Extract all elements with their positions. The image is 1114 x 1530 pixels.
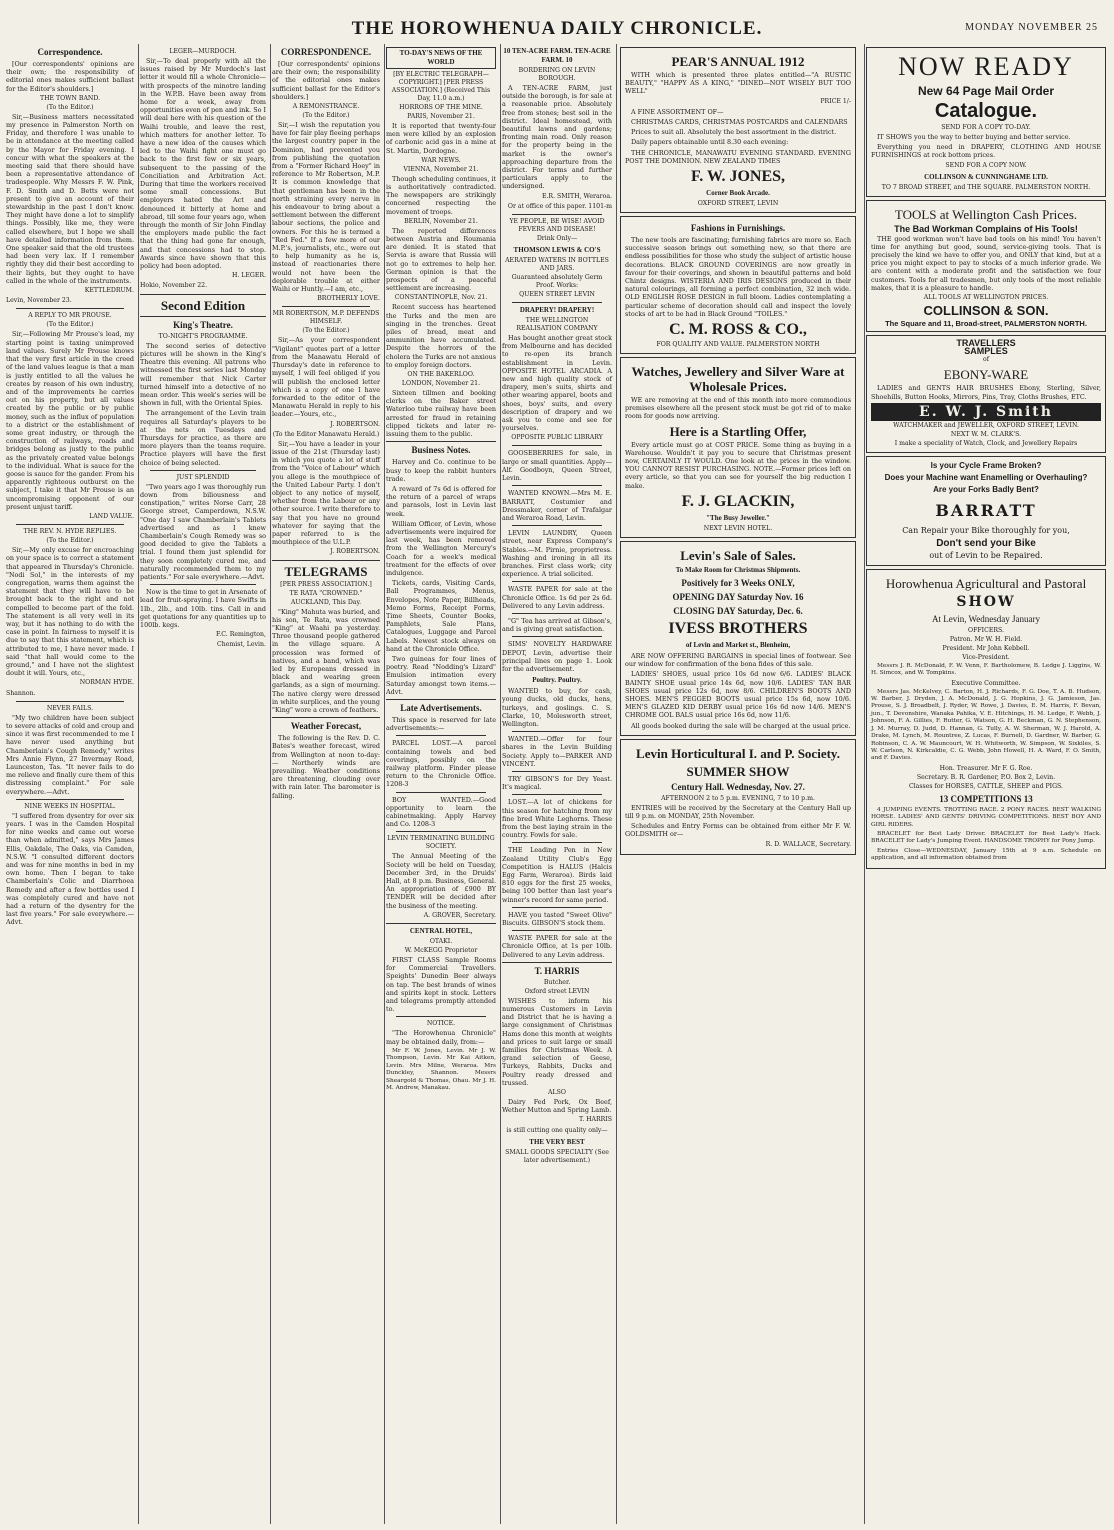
ad-text: "Two years ago I was thoroughly run down from biliousness and constipation," writes Norse Carr, 28 George street, Camperdown, N.S.W. "One day I saw Chamberlain's Tablets advertised and as I knew Chamberlain's Cough Remedy was so good decided to give the Tablets a trial. I found them just splendid for they soon completely cured me, and naturally recommended them to my patients." For sale everywhere.—Advt. (140, 482, 266, 581)
classified-ad: WANTED to buy, for cash, young ducks, old ducks, hens, turkeys, and goslings. C. S. Clarke, 10, Molesworth street, Wellington. (502, 687, 612, 728)
letter-body: Sir,—I wish the reputation you have for fair play fleeing perhaps the largest country paper in the Dominion, had prevented you from publishing the quotation from a "Former Richard Hoey" in reference to Mr Robertson, M.P. It is common knowledge that that gentleman has been in the north straining every nerve in his endeavour to bring about a settlement between the different labour sections, the police and owners. For this he is termed a "Red Fed." If a few more of our M.P.'s, journalists, etc., were out to help humanity as he is, instead of reactionaries there would not have been the deplorable trouble at either Waihi or Huntly.—I am, etc., (272, 121, 380, 294)
farm-text: A TEN-ACRE FARM, just outside the borough, is for sale at a reasonable price. Absolutely free from stones; best soil in the district. Ideal homestead, with beautiful lawns and gardens; fronting main road. Only reason for the property being in the market is the owner's approaching departure from the district. For terms and further particulars apply to the undersigned. (502, 84, 612, 191)
tools-heading: TOOLS at Wellington Cash Prices. (894, 206, 1078, 222)
cycle-question: Is your Cycle Frame Broken? (930, 460, 1042, 470)
letter-body: Sir,—My only excuse for encroaching on your space is to correct a statement that appeared in Thursday's Chronicle. "Nodi Sol," in the interests of my congregation, warns them against the statement that they will have to be brought back to the right and not compelled to become part of the fold. The statement is all very well in its way, but it has nothing to do with the case in point. In fairness to myself it is due to say that this statement, which is attributed to me, I have never made. I said "that hall would come to the ground," and I have not the slightest doubt it will. Yours, etc., (6, 546, 134, 678)
glackin-heading: F. J. GLACKIN, (681, 492, 795, 510)
letter-subtitle: (To the Editor.) (302, 327, 350, 335)
column-4 (386, 44, 501, 1524)
harris-heading: T. HARRIS (534, 965, 580, 976)
jones-heading: F. W. JONES, (690, 168, 786, 186)
correspondence-heading: Correspondence. (37, 47, 103, 57)
drapery-heading: DRAPERY! DRAPERY! (519, 306, 595, 315)
travellers-heading: TRAVELLERS (956, 338, 1016, 349)
world-news-heading: TO-DAY'S NEWS OF THE WORLD (386, 47, 496, 69)
horticultural-text: Schedules and Entry Forms can be obtained from either Mr F. W. GOLDSMITH or— (625, 822, 851, 839)
pears-text: A FINE ASSORTMENT OF— (631, 107, 724, 116)
classified-ad: WASTE PAPER for sale at the Chronicle Office. 1s 6d per 2s 6d. Delivered to any Levin address. (502, 585, 612, 610)
harris-subheading: Butcher. (543, 978, 571, 986)
collinson-son-address: The Square and 11, Broad-street, PALMERSTON NORTH. (885, 319, 1087, 329)
sale-subheading: To Make Room for Christmas Shipments. (675, 565, 801, 574)
show-heading: Horowhenua Agricultural and Pastoral (885, 575, 1087, 591)
competitions: 13 COMPETITIONS 13 (939, 793, 1033, 804)
classified-ad: THE Leading Pen in New Zealand Utility Club's Egg Competition is HALUS (Halcis Egg Farm, Weraroa). Birds laid 810 eggs for the first 25 weeks, being 100 better than last year's winner's record for same period. (502, 846, 612, 904)
late-ads-heading: Late Advertisements. (400, 702, 482, 713)
correspondence-intro: [Our correspondents' opinions are their own; the responsibility of editorial ones makes sufficient ballast for the Editor's shoulders.] (6, 60, 134, 93)
business-note: William Officer, of Levin, whose advertisements were inquired for last week, has been removed from the Wellington Mercury's Coach for a week's medical treatment for the effects of over indulgence. (386, 519, 496, 577)
ad-text: "My two children have been subject to severe attacks of cold and croup and since it was first recommended to me I have never used anything but Chamberlain's Cough Remedy," writes Mrs Annie Flynn, 27 Invermay Road, Launceston, Tas. "It never fails to do me relieve and finally cure them of this distressing complaint." For sale everywhere.—Advt. (6, 713, 134, 796)
fever-ad: YE PEOPLE, BE WISE! AVOID FEVERS AND DISEASE! (509, 218, 605, 234)
notice-agents: Mr F. W. Jones, Levin. Mr J. W. Thompson, Levin. Mr Kai Aitken, Levin. Mrs Milne, Weraroa. Mrs Dunckley, Shannon. Messrs Sheargold & Thomas, Ohau. Mr J. H. M. Andrew, Manakau. (386, 1047, 496, 1091)
ivess-footer: All goods booked during the sale will be charged at the usual price. (631, 721, 851, 730)
story-place: VIENNA, November 21. (403, 165, 479, 173)
pears-text: Prices to suit all. Absolutely the best assortment in the district. (631, 128, 837, 137)
late-ad: The Annual Meeting of the Society will be held on Tuesday, December 3rd, in the Druids' Hall, at 8 p.m. Business, General. An appropriation of £900 BY TENDER will be decided after the business of the meeting. (386, 852, 496, 910)
smith-next: NEXT W. M. CLARK'S. (950, 430, 1022, 438)
tools-prices: ALL TOOLS AT WELLINGTON PRICES. (923, 294, 1049, 302)
classified-ad: LOST.—A lot of chickens for this season for hatching from my fine bred White Leghorns. These from the best laying strain in the country. Fowls for sale. (502, 798, 612, 840)
samples-heading: SAMPLES (964, 346, 1008, 357)
collinson-heading: COLLINSON & CUNNINGHAME LTD. (924, 172, 1048, 181)
story-text: Recent success has heartened the Turks and the men are singing in the trenches. Great piles of bread, meat and ammunition have accumulated. Despite the horrors of the cholera the Turks are not anxious to employ foreign doctors. (386, 303, 496, 369)
president: President. Mr John Kebbell. (942, 644, 1030, 652)
classified-ad: WASTE PAPER for sale at the Chronicle Office, at 1s per 10lb. Delivered to any Levin address. (502, 934, 612, 959)
sale-closing: CLOSING DAY Saturday, Dec. 6. (673, 605, 803, 616)
harris-also: ALSO (548, 1089, 566, 1097)
harris-quality: is still cutting one quality only— (506, 1126, 608, 1134)
ad-title: NEVER FAILS. (46, 704, 94, 712)
thomson-heading: THOMSON LEWIS & CO'S (513, 246, 601, 255)
pears-text: WITH which is presented three plates entitled—"A RUSTIC BEAUTY," "HAPPY AS A KING," "DINED—NOT WISELY BUT TOO WELL" (625, 71, 851, 96)
hotel-proprietor: W. McKEGG Proprietor (404, 947, 478, 955)
committee-list: Messrs Jas. McKelvey, C. Barton, H. J. Richards, F. G. Doe, T. A. B. Hudson, W. Barber, J. Dryden, J. A. McDonald, J. G. Hopkins, J. G. Jamieson, Jas. Prouse, S. J. Broadbelt, J. Ryder, W. Rowe, J. Davies, E. M. Harris, F. Bevan, jun., T. Devonshire, Wanaka Pahika, V. E. Hitchings, H. M. Ledge, F. Webb, J. Johnson, F. A. Gillies, F. Rutter, G. Watson, G. H. Beckman, G. N. Stephenson, J. M. Murray, D. Judd, D. Hannan, G. Tully, A. W. Sherman, W. J. Harold, A. Drake, M. Lynch, M. Rountree, Z. Lucas, F. Burnell, D. Gardner, W. Barber, G. Robinson, C. A. W. Mauncourt, W. H. Whitworth, W. Simpson, W. Sixkiles, S. W. Carlson, N. Kirkcaldie, C. G. Webb, John Howell, H. A. Ward, F. O. Smith, and F. Davies. (871, 688, 1101, 762)
story-place: CONSTANTINOPLE, Nov. 21. (394, 294, 488, 302)
world-news-subheading: [BY ELECTRIC TELEGRAPH—COPYRIGHT.] [PER PRESS ASSOCIATION.] (Received This Day, 11.0 a.m.) (391, 71, 491, 102)
telegram-text: "King" Mahuta was buried, and his son, Te Rata, was crowned "King" at Waahi pa yesterday. Three thousand people gathered in the village square. A procession was formed of natives, and a band, which was led by Europeans dressed in black and wearing green garlands, as a sign of mourning. The native clergy were dressed in white surplices, and the young "King" wore a crown of feathers. (272, 607, 380, 714)
story-title: HORRORS OF THE MINE. (399, 104, 483, 111)
letter-title: A REPLY TO MR PROUSE. (28, 312, 112, 320)
hotel-place: OTAKI. (429, 938, 453, 946)
treasurer: Hon. Treasurer. Mr F. G. Roe. (939, 764, 1033, 772)
harris-text: WISHES to inform his numerous Customers in Levin and District that he is having a large consignment of Christmas Hams done this month at weights and prices to suit large or small families for Christmas Week. A grand selection of Geese, Turkeys, Rabbits, Ducks and Poultry ready dressed and trussed. (502, 996, 612, 1087)
ivess-subheading: of Levin and Market st., Blenheim, (685, 640, 791, 649)
pears-text: THE CHRONICLE, MANAWATU EVENING STANDARD. EVENING POST THE DOMINION. NEW ZEALAND TIMES (625, 148, 851, 165)
classified-ad: WANTED KNOWN.—Mrs M. E. BARRATT, Costumier and Dressmaker, corner of Trafalgar and Weraroa Road, Levin. (502, 489, 612, 522)
horticultural-heading: Levin Horticultural I. and P. Society. (636, 745, 840, 761)
ivess-text: ARE NOW OFFERING BARGAINS in special lines of footwear. See our window for confirmation of the bona fides of this sale. (625, 651, 851, 669)
letter-body: Sir,—Following Mr Prouse's lead, my starting point is taxing unimproved land values. Surely Mr Prouse knows that the very first article in the creed of the land values league is that a man is justly entitled to all the values he creates by reason of his own industry, and of the improvements he carries out on his property, but all values created by the public or by public money, such as the influx of population to a district or the establishment of some great industry, or through the construction of railways, roads and bridges belong as justly to the public as the privately created value belongs to the individual. What is sauce for the goose is sauce for the gander. From his apparently righteous outburst on the subject, I take it that Mr Prouse is an uncompromising opponent of our present unjust tariff. (6, 330, 134, 511)
business-heading: Business Notes. (411, 445, 471, 456)
hotel-text: FIRST CLASS Sample Rooms for Commercial Travellers. Speights' Dunedin Beer always on tap. The best brands of wines and spirits kept in stock. Letters and telegrams promptly attended to. (386, 956, 496, 1014)
horticultural-signature: R. D. WALLACE, Secretary. (765, 840, 851, 848)
drapery-text: Has bought another great stock from Melbourne and has decided to re-open its branch establishment in Levin. OPPOSITE HOTEL ARCADIA. A new and high quality stock of drapery, men's suits, shirts and other wearing apparel, boots and shoes, boys' suits, and every description of drapery and we ask you to come and see for yourselves. (502, 334, 612, 433)
thomson-text: AERATED WATERS IN BOTTLES AND JARS. (505, 257, 609, 273)
letter-title: A REMONSTRANCE. (292, 103, 360, 111)
events: 4 JUMPING EVENTS. TROTTING RACE. 2 PONY RACES. BEST WALKING HORSE. LADIES' AND GENTS' DRIVING COMPETITIONS. BEST BOY AND GIRL RIDERS. (871, 806, 1101, 828)
harris-address: Oxford street LEVIN (524, 987, 590, 995)
letter-place: Levin, November 23. (6, 297, 72, 305)
ross-heading: C. M. ROSS & CO., (669, 321, 807, 339)
column-5 (502, 44, 617, 1524)
sale-weeks: Positively for 3 Weeks ONLY, (681, 577, 795, 588)
masthead (0, 0, 1114, 44)
fashions-ad (620, 216, 856, 354)
story-text: It is reported that twenty-four men were killed by an explosion of carbonic acid gas in a mine at St. Martin, Dordogne. (386, 122, 496, 155)
harris-signature: T. HARRIS (578, 1116, 612, 1124)
startling-heading: Here is a Startling Offer, (669, 423, 807, 439)
cycle-question: Does your Machine want Enamelling or Overhauling? (884, 472, 1088, 482)
letter-body: Sir,—As your correspondent "Vigilant" quotes part of a letter from the Manawatu Herald of Thursday's date in reference to myself, I will feel obliged if you will publish the enclosed letter which is a copy of one I have forwarded to the editor of the Manawatu Herald in reply to his leader.—Yours, etc., (272, 336, 380, 419)
sale-opening: OPENING DAY Saturday Nov. 16 (672, 591, 804, 602)
business-note: Harvey and Co. continue to be busy to keep the rabbit hunters trade. (386, 458, 496, 483)
letter-subtitle: (To the Editor.) (46, 537, 94, 545)
glackin-subheading: "The Busy Jeweller." (706, 513, 770, 522)
letter-subtitle: (To the Editor.) (46, 103, 94, 111)
letter-body: Sir,—Business matters necessitated my presence in Palmerston North on Friday, and therefore I was unable to be in attendance at the meeting called by the Mayor for Friday evening. I concur with what the speakers at the meeting said that there should have been a representative attendance of tradespeople. Why Messrs F. W. Pink, F. D. Smith and D. Betts were not present to give an account of their stewardship in the past I don't know. They might have done a lot to simplify things. Possibly, like me, they were called elsewhere, but I hope we shall have detailed information from them. One speaker said that the old trustees had been very lax. If I remember rightly they did their best according to their lights, but they ought to have called in the whole of the instruments. (6, 112, 134, 285)
telegrams-heading: TELEGRAMS (284, 563, 368, 579)
classified-ad: LEVIN LAUNDRY, Queen street, near Express Company's Stables.—M. Pirnie, proprietress. Washing and ironing in all its branches. First class work; city experience. A trial solicited. (502, 529, 612, 579)
column-2 (140, 44, 271, 1524)
poultry-heading: Poultry. Poultry. (532, 676, 582, 685)
startling-text: Every article must go at COST PRICE. Some thing as buying in a Warehouse. Wouldn't it pay you to secure that Christmas present now, CERTAINLY IT WOULD. One look at the prices in the window. YOU CANNOT RESIST PURCHASING. NOTE.—Former prices left on every article, so that you can see for yourself the big reduction I make. (625, 440, 851, 490)
collinson-address: TO 7 BROAD STREET, and THE SQUARE. PALMERSTON NORTH. (881, 183, 1091, 191)
late-ad-title: LEVIN TERMINATING BUILDING SOCIETY. (387, 835, 495, 851)
farm-heading: 10 TEN-ACRE FARM. TEN-ACRE FARM. 10 (503, 47, 611, 64)
watches-ad (620, 357, 856, 538)
business-note: Two guineas for four lines of poetry. Read "Nodding's Lizard" Emulsion intimation every Saturday amongst town items.—Advt. (386, 654, 496, 696)
drink-label: Drink Only— (536, 235, 578, 243)
glackin-address: NEXT LEVIN HOTEL. (703, 524, 773, 532)
catalogue-text: IT SHOWS you the way to better buying and better service. (877, 133, 1071, 141)
smith-heading: E. W. J. Smith (871, 403, 1101, 421)
correspondence-intro: [Our correspondents' opinions are their own; the responsibility of the editorial ones makes sufficient ballast for the Editor's shoulders.] (272, 60, 380, 101)
tools-ad (866, 200, 1106, 332)
barratt-heading: BARRATT (935, 500, 1037, 520)
letter-place: Hokio, November 22. (140, 282, 208, 290)
drapery-address: OPPOSITE PUBLIC LIBRARY (511, 434, 603, 442)
smith-subheading: WATCHMAKER and JEWELLER, OXFORD STREET, LEVIN. (893, 421, 1079, 429)
farm-subheading: BORDERING ON LEVIN BOROUGH. (518, 67, 596, 82)
ivess-prices: LADIES' SHOES, usual price 10s 6d now 6/6. LADIES' BLACK BAINTY SHOE usual price 14s 6d, now 10/6. LADIES' TAN BAR SHOES usual price 12s 6d, now 8/6. CHILDREN'S BOOTS AND SHOES. MEN'S PEGGED BOOTS usual price 15s 6d, now 10/6. MEN'S GLAZED KID DERBY usual price 16s 6d now 14/6. MEN'S CHROME GOL BALS usual price 16s 6d, now 11/6. (625, 670, 851, 720)
letter-subtitle: (To the Editor Manawatu Herald.) (272, 430, 380, 438)
vice-president-heading: Vice-President. (962, 653, 1010, 661)
ross-subheading: FOR QUALITY AND VALUE. PALMERSTON NORTH (656, 341, 820, 349)
catalogue-text: Everything you need in DRAPERY, CLOTHING AND HOUSE FURNISHINGS at rock bottom prices. (871, 143, 1101, 160)
of-label: of (982, 356, 989, 364)
show-date: At Levin, Wednesday January (931, 613, 1041, 624)
cycle-ad (866, 456, 1106, 566)
letter-signature: LAND VALUE. (89, 512, 134, 520)
story-place: BERLIN, November 21. (404, 217, 478, 225)
story-text: Sixteen tillmen and booking clerks on the Baker street Waterloo tube railway have been arrested for fraud in retaining clipped tickets and later re-issuing them to the public. (386, 389, 496, 439)
fashions-text: The new tools are fascinating; furnishing fabrics are more so. Each successive season brings out something new, so that there are endless possibilities for those who study the subject of artistic house decorations. BLACK GROUND COVERINGS are now greatly in favour for their coverings, and shown in beautiful patterns and bold Chintz designs. WISTERIA AND IRIS DESIGNS produced in their natural colourings, all forming a perfect combination, 32 inch wide. OLD ENGLISH ROSE DESIGN in full bloom. Ladies contemplating a particular scheme of decoration should call and inspect the lovely stocks of art to be had in Black Ground "TOILES." (625, 236, 851, 318)
harris-text: Dairy Fed Pork, Ox Beef, Wether Mutton and Spring Lamb. (502, 1098, 612, 1115)
theatre-text: The second series of detective pictures will be shown in the King's Theatre this evening. All patrons who witnessed the first series last Monday will remember that Nick Carter turned himself into a detective of no mean order. This week's series will be shown in full, with the Oriental Spies. (140, 341, 266, 408)
pears-ad (620, 47, 856, 213)
summer-show: SUMMER SHOW (686, 763, 790, 779)
story-text: Though scheduling continues, it is authoritatively contradicted. The newspapers are strikingly concerned respecting the movement of troops. (386, 174, 496, 216)
barratt-dont-2: out of Levin to be Repaired. (929, 550, 1043, 560)
telegrams-subheading: [PER PRESS ASSOCIATION.] (280, 580, 372, 588)
sale-ad (620, 541, 856, 736)
vice-presidents: Messrs J. R. McDonald, F. W. Venn, F. Bartholomew, B. Ledge J. Liggins, W. H. Simcox, and W. Tompkins. (871, 662, 1101, 677)
entries: Entries Close—WEDNESDAY, January 15th at 9 a.m. Schedule on application, and all information obtained from (871, 847, 1101, 862)
classified-ad: WANTED.—Offer for four shares in the Levin Building Society. Apply to—PARKER AND VINCENT. (502, 735, 612, 768)
letter-title: LEGER—MURDOCH. (169, 48, 237, 55)
theatre-heading: King's Theatre. (173, 319, 233, 330)
letter-signature: J. ROBERTSON. (330, 420, 380, 428)
fashions-heading: Fashions in Furnishings. (690, 223, 786, 234)
late-ads-intro: This space is reserved for late advertisements:— (386, 715, 496, 733)
ad-signature: Chemist, Levin. (216, 641, 266, 649)
officers-heading: OFFICERS. (968, 626, 1004, 634)
farm-signature: Or at office of this paper. 1101-m (507, 202, 612, 210)
classified-ad: "G" Tea has arrived at Gibson's, and is giving great satisfaction. (502, 616, 612, 634)
late-ad: PARCEL LOST.—A parcel containing towels and bed coverings, possibly on the railway platform. Finder please return to the Chronicle Office. 1208-3 (386, 739, 496, 789)
business-note: Tickets, cards, Visiting Cards, Ball Programmes, Menus, Envelopes, Note Paper, Billheads, Memo Forms, Receipt Forms, Time Sheets, Counter Books, Pamphlets, Sale Plans, Catalogues, Luggage and Parcel Labels. Newest stock always on hand at the Chronicle Office. (386, 579, 496, 653)
weather-text: The following is the Rev. D. C. Bates's weather forecast, wired from Wellington at noon to-day:— Northerly winds are prevailing. Weather conditions are threatening, clouding over with rain later. The barometer is falling. (272, 734, 380, 800)
pears-text: Daily papers obtainable until 8.30 each evening: (631, 138, 789, 147)
pears-price: PRICE 1/- (820, 97, 851, 105)
story-place: PARIS, November 21. (407, 113, 475, 120)
story-title: WAR NEWS. (421, 156, 461, 164)
catalogue-send: SEND FOR A COPY TO-DAY. (941, 124, 1031, 131)
classified-ad: HAVE you tasted "Sweet Olive" Biscuits. GIBSON'S stock them. (502, 910, 612, 928)
committee-heading: Executive Committee. (951, 679, 1021, 687)
weather-heading: Weather Forecast, (290, 721, 362, 732)
ebony-text: LADIES and GENTS HAIR BRUSHES Ebony, Sterling, Silver, Shoehills, Button Hooks, Mirrors, Pins, Tray, Cloths Brushes, ETC. (871, 384, 1101, 401)
farm-signature: E.R. SMITH, Weraroa. (541, 192, 612, 200)
show-ad (866, 569, 1106, 869)
column-6 (618, 44, 865, 1524)
letter-title: THE REV. N. HYDE REPLIES. (23, 528, 117, 536)
collinson-son-heading: COLLINSON & SON. (923, 303, 1049, 319)
horticultural-ad (620, 739, 856, 855)
small-goods: SMALL GOODS SPECIALTY (See later advertisement.) (505, 1148, 609, 1164)
telegram-place: AUCKLAND, This Day. (290, 598, 362, 606)
jones-address: OXFORD STREET, LEVIN (697, 200, 779, 208)
pears-text: CHRISTMAS CARDS, CHRISTMAS POSTCARDS and CALENDARS (631, 118, 848, 127)
story-title: ON THE BAKERLOO. (407, 371, 475, 379)
ebony-heading: EBONY-WARE (943, 367, 1029, 383)
show-title: SHOW (956, 593, 1016, 610)
ivess-heading: IVESS BROTHERS (668, 619, 808, 637)
ad-signature: F.C. Remington, (215, 631, 266, 639)
barratt-dont: Don't send your Bike (936, 537, 1036, 549)
catalogue-send: SEND FOR A COPY NOW. (945, 161, 1027, 169)
letter-place: Shannon. (6, 689, 36, 697)
jones-subheading: Corner Book Arcade. (706, 189, 770, 198)
now-ready-heading: NOW READY (898, 52, 1074, 81)
sale-heading: Levin's Sale of Sales. (680, 547, 796, 563)
letter-signature: H. LEGER. (231, 272, 266, 280)
bracelets: BRACELET for Best Lady Driver. BRACELET for Best Lady's Hack. BRACELET for Lady's Jumping Event. HANDSOME TROPHY for Pony Jump. (871, 830, 1101, 845)
ad-text: "I suffered from dysentry for over six years. I was in the Camden Hospital for nine weeks and came out worse than when admitted," says Mrs James Ellis, Oakdale, The Oaks, via Camden, N.S.W. "I consulted different doctors and was for nine months in bed in my own home. Then I began to take Chamberlain's Colic and Diarrhoea Remedy and after a few bottles used I was completely cured and have not had a return of the dysentry for the last five years." For sale everywhere.—Advt. (6, 811, 134, 927)
tools-text: THE good workman won't have bad tools on his mind! You haven't time for anything but good, sound, service-giving tools. That is precisely the kind we have to offer you, and ONLY that kind, but at a price you might expect to pay to stocks of a much inferior grade. We are content with a moderate profit and the satisfaction we four customers. Tools for all tradesmen, but only tools of the most reliable makes, that it is a pleasure to handle. (871, 234, 1101, 292)
notice-heading: NOTICE. (426, 1020, 456, 1028)
watches-text: WE are removing at the end of this month into more commodious premises elsewhere all the present stock must be got rid of to make room for goods now arriving. (625, 396, 851, 421)
barratt-text: Can Repair your Bike thoroughly for you, (902, 525, 1070, 535)
thomson-subtext: Guaranteed absolutely Germ Proof. Works: (511, 274, 603, 290)
letter-body: Sir,—To deal properly with all the issues raised by Mr Murdoch's last letter it would fill a whole Chronicle—with prospects of the minotre landing in the W.P.B. Have been away from home for a week, away from opportunities even of pen and ink. So I will deal here with his question of the Waihi trouble, and leave the rest, which matters for another letter. To have a new idea of the causes which led to the Waihi fight one must go back to the first few or six years, subsequent to the passing of the Conciliation and Arbitration Act. During that time the workers received some small concessions. But employers hated the Act and denounced it bitterly at home and abroad, till some four years ago, when through the month of Sir John Findlay the employers made public the fact that the thing had gone far enough, and that concessions had to stop. Awards since have shown that this policy had been adopted. (140, 57, 266, 271)
secretary: Secretary. B. R. Gardener, P.O. Box 2, Levin. (916, 773, 1056, 781)
letter-signature: J. ROBERTSON. (330, 548, 380, 556)
century-hall: Century Hall. Wednesday, Nov. 27. (671, 781, 805, 792)
watches-heading: Watches, Jewellery and Silver Ware at Wholesale Prices. (631, 364, 845, 395)
drapery-subheading: THE WELLINGTON REALISATION COMPANY (516, 317, 598, 333)
letter-signature: KETTLEDRUM. (84, 287, 134, 295)
hotel-heading: CENTRAL HOTEL, (409, 927, 473, 936)
business-note: A reward of 7s 6d is offered for the return of a parcel of wraps and parasols, lost in Levin last week. (386, 484, 496, 518)
correspondence-heading: CORRESPONDENCE. (280, 47, 372, 57)
letter-title: MR ROBERTSON, M.P. DEFENDS HIMSELF. (272, 310, 380, 326)
show-times: AFTERNOON 2 to 5 p.m. EVENING, 7 to 10 p.m. (661, 794, 815, 802)
letter-signature: NORMAN HYDE. (79, 679, 134, 687)
thomson-address: QUEEN STREET LEVIN (519, 291, 595, 299)
letter-subtitle: (To the Editor.) (302, 112, 350, 120)
horticultural-text: ENTRIES will be received by the Secretary at the Century Hall up till 9 p.m. on MONDAY, 25th November. (625, 803, 851, 820)
best-quality: THE VERY BEST (529, 1137, 585, 1146)
tools-subheading: The Bad Workman Complains of His Tools! (894, 223, 1078, 234)
story-text: The reported differences between Austria and Roumania are denied. It is stated that Servia is aware that Russia will not go to extremes to help her. German opinion is that the prospects of a peaceful settlement are increasing. (386, 226, 496, 293)
column-7 (864, 44, 1108, 1524)
classified-ad: SIMS' NOVELTY HARDWARE DEPOT, Levin, advertise their principal lines on page 1. Look for the advertisement. (502, 640, 612, 673)
cycle-question: Are your Forks Badly Bent? (933, 484, 1039, 494)
letter-title: THE TOWN BAND. (39, 94, 101, 102)
ad-text: Now is the time to get in Arsenate of lead for fruit-spraying. I have Swifts in 1lb., 2lb., and 10lb. tins. Call in and get quotations for any quantities up to 100lb. kegs. (140, 588, 266, 629)
letter-subtitle: (To the Editor.) (46, 321, 94, 329)
ad-title: JUST SPLENDID (176, 473, 230, 481)
telegram-title: TE RATA "CROWNED." (289, 589, 363, 597)
classified-ad: GOOSEBERRIES for sale, in large or small quantities. Apply—Alf. Goodboyn, Queen Street, Levin. (502, 449, 612, 483)
catalogue-heading: Catalogue. (934, 100, 1038, 122)
notice-text: "The Horowhenua Chronicle" may be obtained daily, from:— (386, 1029, 496, 1046)
second-edition-heading: Second Edition (160, 297, 246, 313)
story-place: LONDON, November 21. (401, 380, 481, 388)
mail-order-heading: New 64 Page Mail Order (917, 84, 1055, 98)
late-ad-signature: A. GROVER, Secretary. (423, 911, 496, 919)
ad-title: NINE WEEKS IN HOSPITAL. (24, 802, 116, 810)
page-columns (6, 44, 1108, 1524)
column-3 (272, 44, 385, 1524)
late-ad: BOY WANTED.—Good opportunity to learn the cabinetmaking. Apply Harvey and Co. 1208-3 (386, 795, 496, 829)
theatre-text: The arrangement of the Levin train requires all Saturday's players to be at the nets on Tuesdays and Thursdays for practice, as there are more players than the teams require. Practice players will have the first choice of being selected. (140, 409, 266, 467)
letter-signature: BROTHERLY LOVE. (317, 295, 380, 303)
patron: Patron. Mr W. H. Field. (949, 635, 1023, 643)
letter-body: Sir,—You have a leader in your issue of the 21st (Thursday last) in which you quote a lot of stuff from the "Voice of Labour" which you allege is the mouthpiece of the United Labour Party. I don't object to any notice of myself, whether from the Labour or any other source. I write therefore to say that you have no ground whatever for saying that the paper referred to is the mouthpiece of the U.L.P. (272, 439, 380, 547)
catalogue-ad (866, 47, 1106, 197)
issue-date: MONDAY NOVEMBER 25 (965, 22, 1098, 33)
newspaper-title: THE HOROWHENUA DAILY CHRONICLE. (351, 18, 763, 39)
theatre-subheading: TO-NIGHT'S PROGRAMME. (158, 332, 248, 340)
smith-text: I make a speciality of Watch, Clock, and Jewellery Repairs (894, 439, 1078, 447)
ebony-ad (866, 335, 1106, 453)
column-1 (6, 44, 139, 1524)
classes: Classes for HORSES, CATTLE, SHEEP and PIGS. (908, 782, 1064, 790)
classified-ad: TRY GIBSON'S for Dry Yeast. It's magical. (502, 774, 612, 792)
pears-heading: PEAR'S ANNUAL 1912 (671, 54, 805, 69)
